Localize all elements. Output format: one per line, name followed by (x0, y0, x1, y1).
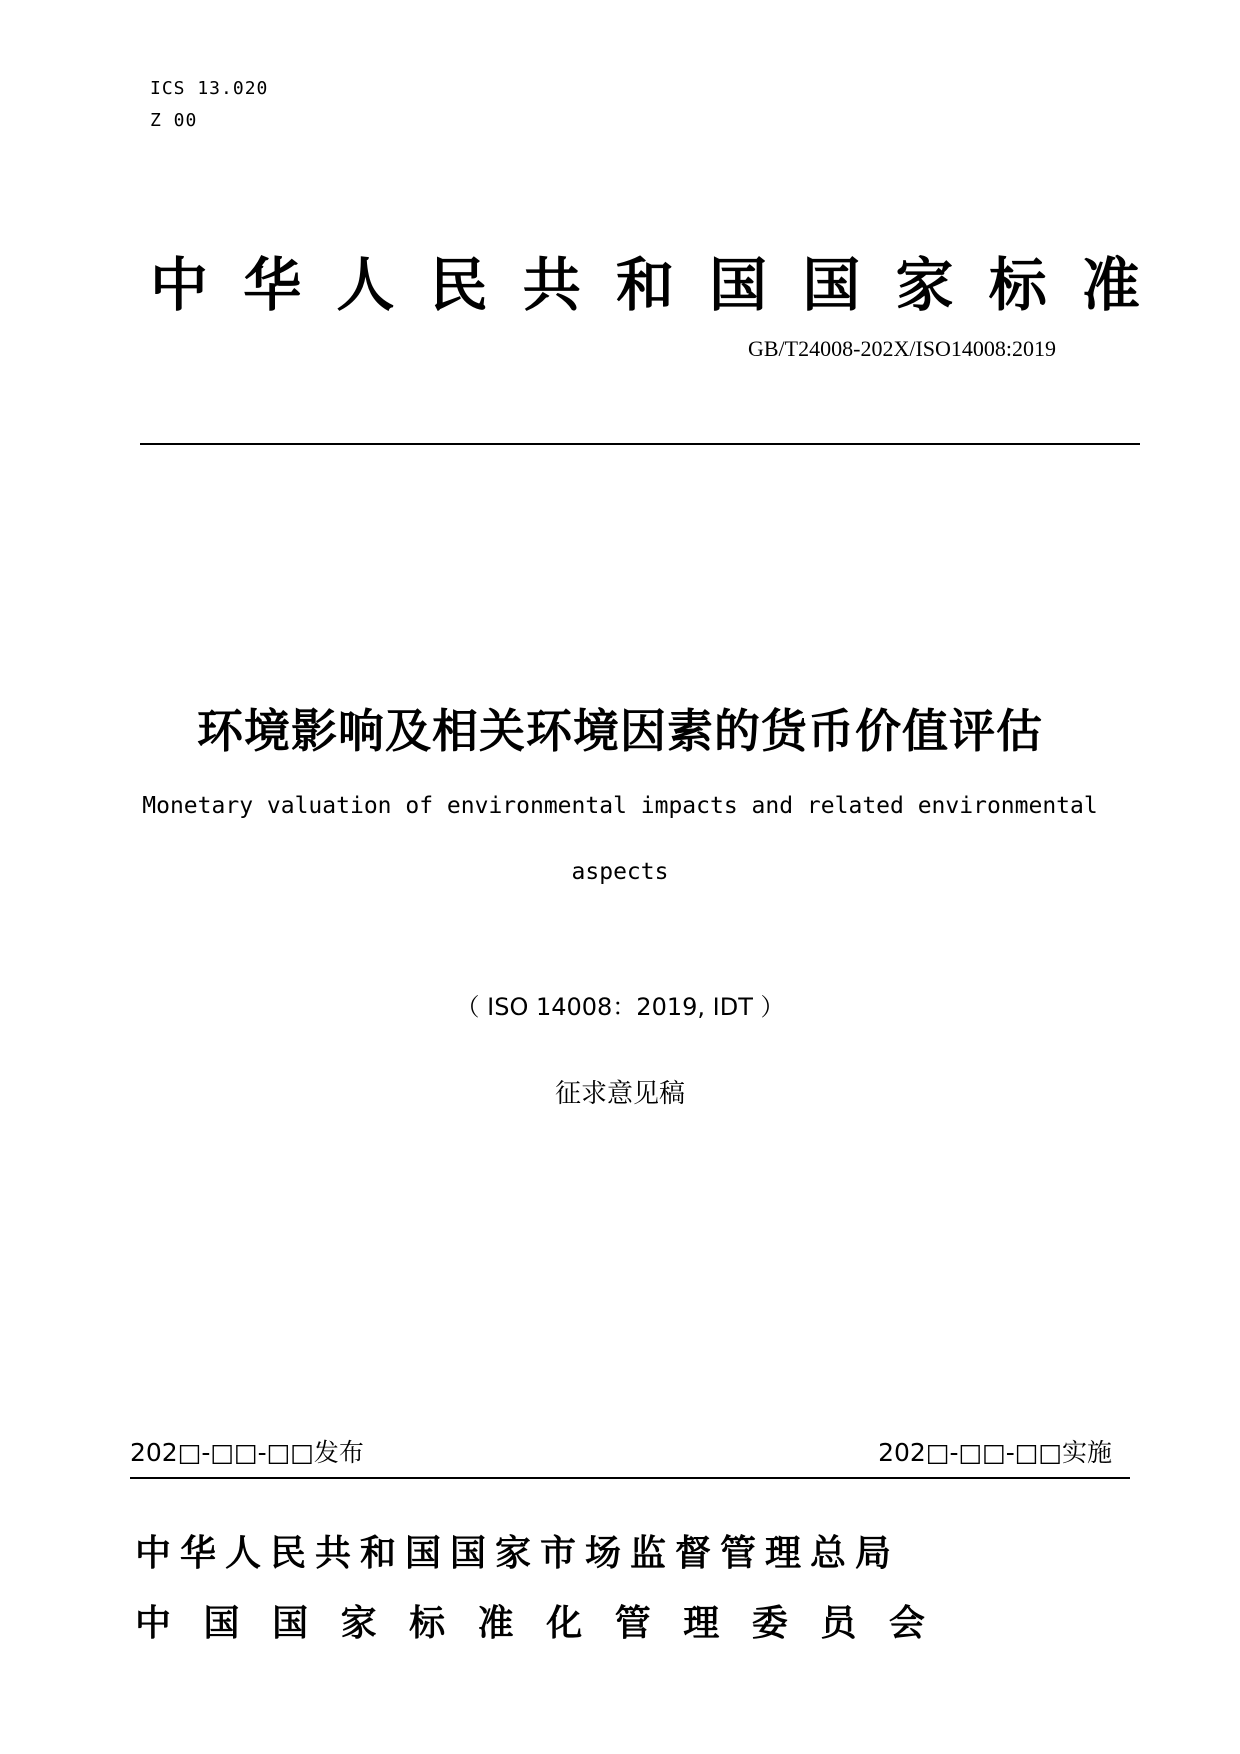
english-title-line-1: Monetary valuation of environmental impacts and related environmental (142, 793, 1098, 819)
title-char: 民 (429, 251, 488, 319)
issuer-char: 理 (683, 1603, 720, 1644)
ics-code: ICS 13.020 (150, 78, 269, 99)
title-char: 标 (988, 251, 1047, 319)
title-char: 准 (1081, 251, 1140, 319)
title-char: 国 (802, 251, 861, 319)
implement-date: 202□-□□-□□实施 (878, 1438, 1112, 1467)
issuer-char: 委 (751, 1603, 788, 1644)
issuer-char: 管 (614, 1603, 651, 1644)
iso-equivalence: （ ISO 14008：2019, IDT ） (455, 993, 785, 1021)
chinese-document-title: 环境影响及相关环境因素的货币价值评估 (197, 704, 1043, 758)
issuer-sac (135, 1595, 925, 1646)
english-title-line-2: aspects (571, 859, 669, 885)
issuer-char: 准 (477, 1603, 514, 1644)
top-divider (140, 443, 1140, 445)
classification-code: Z 00 (150, 110, 198, 131)
title-char: 人 (336, 251, 395, 319)
national-standard-title (150, 238, 1140, 322)
publish-date: 202□-□□-□□发布 (130, 1438, 364, 1467)
issuer-char: 家 (340, 1603, 377, 1644)
issuer-char: 国 (203, 1603, 240, 1644)
draft-status: 征求意见稿 (554, 1079, 685, 1109)
issuer-char: 国 (272, 1603, 309, 1644)
title-char: 和 (615, 251, 674, 319)
title-char: 国 (709, 251, 768, 319)
issuer-char: 会 (888, 1603, 925, 1644)
issuer-char: 员 (820, 1603, 857, 1644)
bottom-divider (130, 1477, 1130, 1479)
issuer-samr: 中华人民共和国国家市场监督管理总局 (135, 1533, 901, 1574)
issuer-char: 化 (546, 1603, 583, 1644)
issuer-char: 中 (135, 1603, 172, 1644)
title-char: 中 (150, 251, 209, 319)
title-char: 华 (243, 251, 302, 319)
issuer-char: 标 (409, 1603, 446, 1644)
title-char: 共 (522, 251, 581, 319)
title-char: 家 (895, 251, 954, 319)
standard-number: GB/T24008-202X/ISO14008:2019 (748, 336, 1056, 361)
